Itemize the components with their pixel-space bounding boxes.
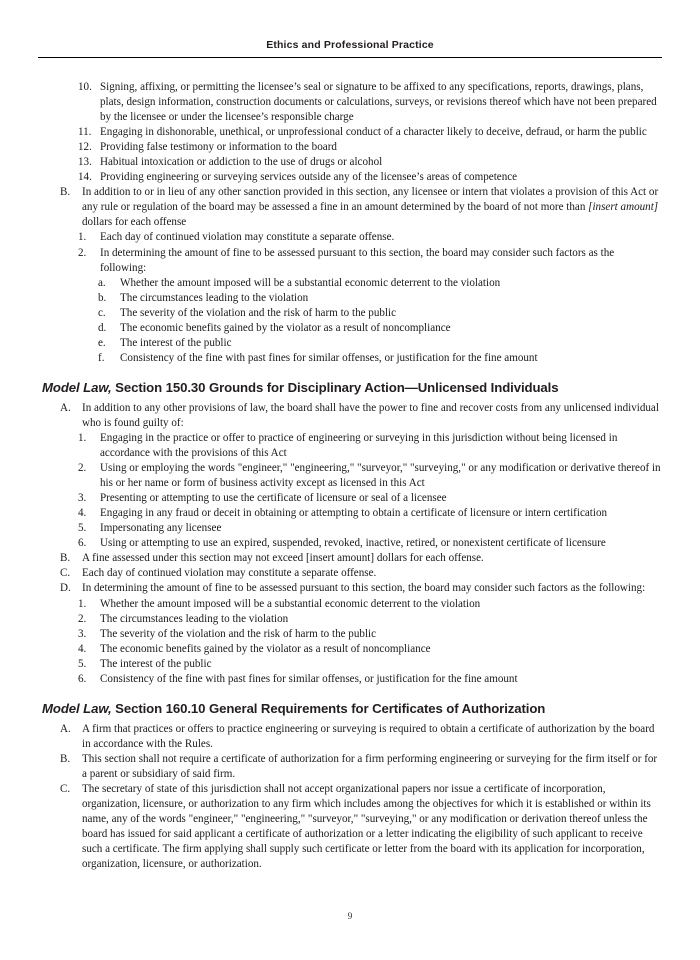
- list-marker: 5.: [78, 522, 87, 535]
- list-text: Consistency of the fine with past fines for similar offenses, or justification for the fine amount: [100, 672, 518, 685]
- list-text: The severity of the violation and the risk of harm to the public: [100, 627, 377, 640]
- clause-text: [82, 185, 662, 230]
- continued-grounds-list: [38, 80, 662, 185]
- clause-text: A firm that practices or offers to practice engineering or surveying is required to obtain a certificate of authorization by the board in accordance with the Rules.: [82, 722, 655, 750]
- section-150-30-violations: [38, 431, 662, 551]
- list-text: The interest of the public: [100, 657, 212, 670]
- list-item: [78, 170, 662, 185]
- list-item: [78, 155, 662, 170]
- header-title: Ethics and Professional Practice: [266, 39, 434, 51]
- list-marker: c.: [98, 306, 106, 319]
- clause-marker: B.: [60, 552, 71, 565]
- clause-item: [60, 722, 662, 752]
- list-item: [98, 306, 662, 321]
- list-text: Impersonating any licensee: [100, 522, 222, 535]
- section-150-30-clauses: [38, 551, 662, 596]
- list-marker: 2.: [78, 612, 87, 625]
- list-item: [78, 140, 662, 155]
- list-text: The interest of the public: [120, 336, 232, 349]
- section-heading-rest: Section 150.30 Grounds for Disciplinary Action—Unlicensed Individuals: [111, 379, 559, 395]
- list-item: [78, 536, 662, 551]
- clause-text: Each day of continued violation may constitute a separate offense.: [82, 567, 377, 580]
- list-text: The economic benefits gained by the violator as a result of noncompliance: [100, 642, 431, 655]
- clause-b-subitems: [38, 230, 662, 275]
- list-item: [98, 276, 662, 291]
- list-item: [78, 230, 662, 245]
- list-text: In determining the amount of fine to be assessed pursuant to this section, the board may consider such factors as the following:: [100, 246, 615, 274]
- list-text: The economic benefits gained by the violator as a result of noncompliance: [120, 321, 451, 334]
- list-text: Whether the amount imposed will be a substantial economic deterrent to the violation: [100, 597, 481, 610]
- list-text: Whether the amount imposed will be a substantial economic deterrent to the violation: [120, 276, 501, 289]
- document-body: [38, 80, 662, 872]
- list-marker: f.: [98, 351, 105, 364]
- list-item: [78, 597, 662, 612]
- list-marker: e.: [98, 336, 106, 349]
- insert-amount-placeholder: [insert amount]: [588, 201, 659, 214]
- list-item: [78, 506, 662, 521]
- list-marker: 4.: [78, 507, 87, 520]
- list-text: Using or attempting to use an expired, suspended, revoked, inactive, retired, or nonexistent certificate of licensure: [100, 537, 606, 550]
- list-marker: 2.: [78, 246, 87, 259]
- clause-item: [60, 782, 662, 872]
- list-text: Providing false testimony or information to the board: [100, 141, 337, 154]
- list-marker: 1.: [78, 431, 87, 444]
- section-heading-model-law: Model Law,: [42, 379, 112, 395]
- list-text: Using or employing the words "engineer," "engineering," "surveyor," "surveying," or any modification or derivative thereof in his or her name or form of business activity except as licensed in this Act: [100, 462, 661, 490]
- list-item: [78, 491, 662, 506]
- clause-marker: C.: [60, 782, 71, 795]
- list-marker: 6.: [78, 672, 87, 685]
- section-heading-160-10: [42, 700, 662, 717]
- list-marker: 1.: [78, 231, 87, 244]
- clause-marker: B.: [60, 186, 71, 199]
- clause-text: A fine assessed under this section may not exceed [insert amount] dollars for each offense.: [82, 552, 484, 565]
- list-text: Presenting or attempting to use the certificate of licensure or seal of a licensee: [100, 492, 447, 505]
- list-item: [78, 521, 662, 536]
- list-text: Habitual intoxication or addiction to the use of drugs or alcohol: [100, 156, 383, 169]
- clause-item: [60, 752, 662, 782]
- clause-text: In determining the amount of fine to be assessed pursuant to this section, the board may consider such factors as the following:: [82, 582, 646, 595]
- list-item: [78, 125, 662, 140]
- list-marker: a.: [98, 276, 106, 289]
- clause-item: [60, 581, 662, 596]
- clause-text-after: dollars for each offense: [82, 216, 187, 229]
- list-item: [98, 351, 662, 366]
- list-text: Engaging in any fraud or deceit in obtaining or attempting to obtain a certificate of licensure or intern certification: [100, 507, 608, 520]
- list-marker: 11.: [78, 126, 92, 139]
- list-text: Engaging in the practice or offer to practice of engineering or surveying in this jurisdiction without being licensed in accordance with the provisions of this Act: [100, 431, 618, 460]
- list-text: Each day of continued violation may constitute a separate offense.: [100, 231, 395, 244]
- list-text: The severity of the violation and the risk of harm to the public: [120, 306, 397, 319]
- clause-b-factors: [38, 276, 662, 366]
- list-marker: 5.: [78, 657, 87, 670]
- clause-marker: C.: [60, 567, 71, 580]
- list-marker: 1.: [78, 597, 87, 610]
- list-marker: 4.: [78, 642, 87, 655]
- list-item: [78, 246, 662, 276]
- list-item: [78, 461, 662, 491]
- section-heading-150-30: [42, 379, 662, 396]
- clause-item: [60, 185, 662, 230]
- clause-text-before: In addition to or in lieu of any other sanction provided in this section, any licensee or intern that violates a provision of this Act or any rule or regulation of the board may be assessed a fine in an amount determined by the board of not more than: [82, 186, 659, 214]
- clause-marker: D.: [60, 582, 71, 595]
- list-text: Providing engineering or surveying services outside any of the licensee’s areas of competence: [100, 171, 518, 184]
- section-150-30-clause-a: [38, 401, 662, 431]
- section-heading-rest: Section 160.10 General Requirements for Certificates of Authorization: [111, 700, 546, 716]
- header-divider: [38, 57, 662, 58]
- clause-text: In addition to any other provisions of law, the board shall have the power to fine and recover costs from any unlicensed individual who is found guilty of:: [82, 401, 659, 429]
- list-text: Signing, affixing, or permitting the licensee’s seal or signature to be affixed to any specifications, reports, drawings, plans, plats, design information, construction documents or calculations, surveys, or revisions thereof which have not been prepared by the licensee or under the licensee’s responsible charge: [100, 81, 657, 124]
- list-marker: 6.: [78, 537, 87, 550]
- list-marker: 2.: [78, 462, 87, 475]
- list-marker: d.: [98, 321, 107, 334]
- page-number: 9: [347, 912, 353, 922]
- clause-b-block: [38, 185, 662, 230]
- clause-item: [60, 566, 662, 581]
- list-text: The circumstances leading to the violation: [120, 291, 309, 304]
- clause-text: The secretary of state of this jurisdiction shall not accept organizational papers nor issue a certificate of incorporation, organization, licensure, or authorization to any firm which includes among the objectives for which it is established or within its name, any of the words "engineer," "engineering," "surveyor," "surveying," or any modification or derivation thereof unless the board has issued for said applicant a certificate of authorization or a letter indicating the eligibility of such applicant to receive such a certificate. The firm applying shall supply such certificate or letter from the board with its application for incorporation, organization, licensure, or authorization.: [82, 782, 651, 871]
- list-item: [78, 431, 662, 461]
- list-marker: 3.: [78, 627, 87, 640]
- list-text: Engaging in dishonorable, unethical, or unprofessional conduct of a character likely to deceive, defraud, or harm the public: [100, 126, 647, 139]
- list-marker: 13.: [78, 156, 92, 169]
- clause-item: [60, 401, 662, 431]
- clause-item: [60, 551, 662, 566]
- clause-text: This section shall not require a certificate of authorization for a firm performing engineering or surveying for the firm itself or for a parent or subsidiary of said firm.: [82, 752, 658, 780]
- list-item: [78, 672, 662, 687]
- list-marker: 10.: [78, 81, 92, 93]
- list-text: Consistency of the fine with past fines for similar offenses, or justification for the fine amount: [120, 351, 538, 364]
- list-marker: 14.: [78, 171, 92, 184]
- list-item: [78, 612, 662, 627]
- list-marker: 12.: [78, 141, 92, 154]
- section-heading-model-law: Model Law,: [42, 700, 112, 716]
- clause-marker: A.: [60, 401, 71, 414]
- list-item: [98, 336, 662, 351]
- section-160-10-clauses: [38, 722, 662, 872]
- page-footer: [0, 912, 700, 922]
- section-150-30-factors: [38, 597, 662, 687]
- page-header: [38, 38, 662, 58]
- list-item: [78, 642, 662, 657]
- list-marker: 3.: [78, 492, 87, 505]
- list-text: The circumstances leading to the violation: [100, 612, 289, 625]
- list-item: [98, 291, 662, 306]
- list-item: [78, 80, 662, 125]
- list-item: [78, 657, 662, 672]
- clause-marker: A.: [60, 722, 71, 735]
- list-item: [98, 321, 662, 336]
- clause-marker: B.: [60, 752, 71, 765]
- list-item: [78, 627, 662, 642]
- list-marker: b.: [98, 291, 107, 304]
